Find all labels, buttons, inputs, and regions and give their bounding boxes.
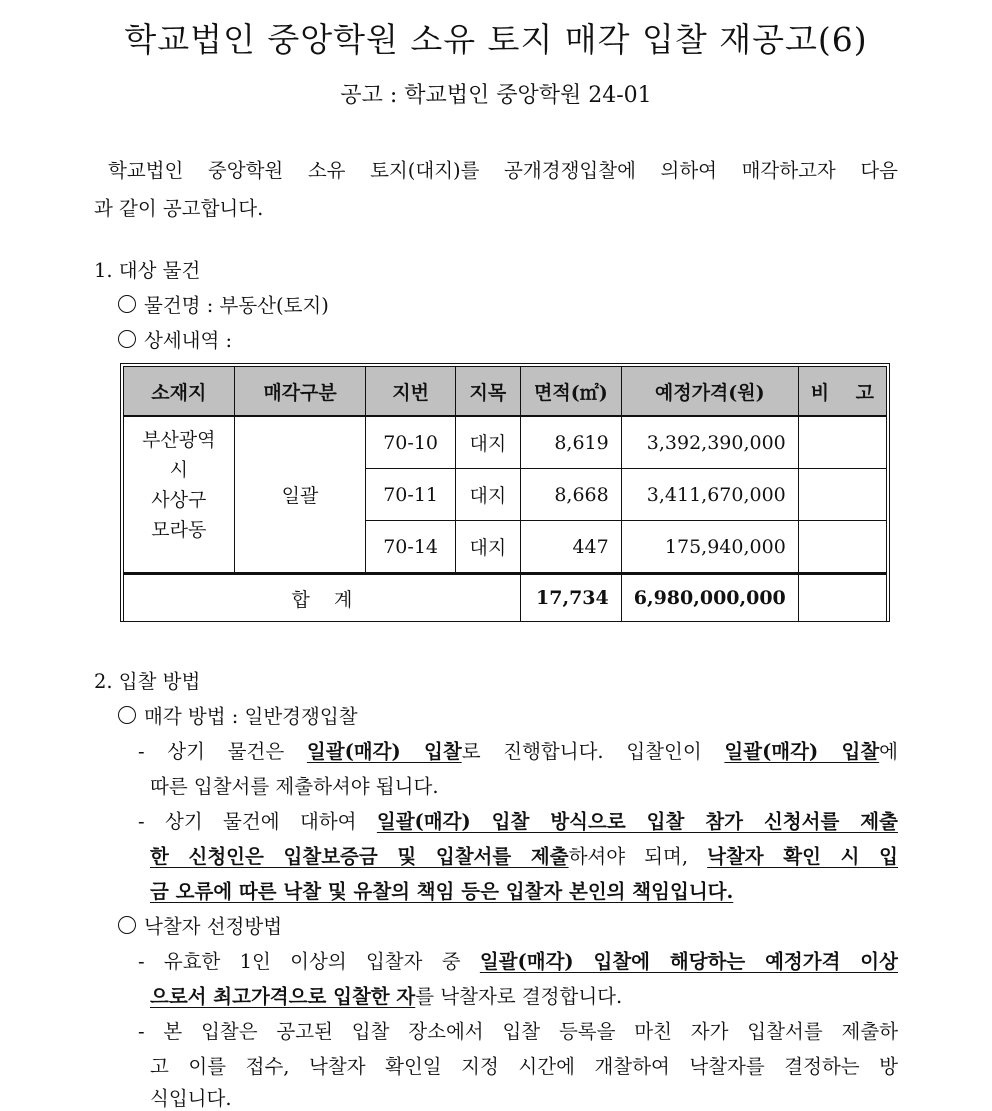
- category-cell: 대지: [455, 469, 520, 521]
- table-total-row: [124, 574, 887, 622]
- method-bullet-1-line-1: [138, 736, 898, 764]
- location-line-2: 사상구: [151, 488, 207, 511]
- lot-cell: 70-11: [366, 469, 455, 521]
- header-area: 면적(㎡): [520, 367, 621, 417]
- area-cell: 8,619: [520, 416, 621, 469]
- price-cell: 175,940,000: [621, 521, 798, 574]
- circle-bullet-icon: [118, 916, 136, 934]
- winner-bullet-1-line-1: [138, 946, 898, 974]
- emphasis-text: 일괄(매각) 입찰: [306, 740, 462, 763]
- method-label-line: [118, 701, 358, 729]
- method-label: 매각 방법 : 일반경쟁입찰: [144, 705, 358, 728]
- circle-bullet-icon: [118, 295, 136, 313]
- table-header-row: [124, 367, 887, 417]
- total-note: [798, 574, 886, 622]
- location-cell: [124, 416, 235, 574]
- section-1-heading: 1. 대상 물건: [94, 259, 201, 282]
- winner-bullet-2-line-3: 식입니다.: [150, 1087, 232, 1110]
- item-name-line: [118, 290, 329, 318]
- winner-bullet-2-line-2: 고 이를 접수, 낙찰자 확인일 지정 시간에 개찰하여 낙찰자를 결정하는 방: [150, 1055, 898, 1078]
- header-price: 예정가격(원): [621, 367, 798, 417]
- total-price: 6,980,000,000: [621, 574, 798, 622]
- text: - 유효한 1인 이상의 입찰자 중: [138, 950, 480, 973]
- property-table-frame: [120, 363, 890, 622]
- winner-bullet-1-line-2: [150, 981, 622, 1009]
- emphasis-text: 일괄(매각) 입찰에 해당하는 예정가격 이상: [479, 950, 898, 973]
- document-title: 학교법인 중앙학원 소유 토지 매각 입찰 재공고(6): [124, 20, 868, 59]
- circle-bullet-icon: [118, 706, 136, 724]
- method-bullet-2-line-2: [150, 841, 898, 869]
- area-cell: 8,668: [520, 469, 621, 521]
- total-area: 17,734: [520, 574, 621, 622]
- text: - 상기 물건은: [138, 740, 307, 763]
- text: 를 낙찰자로 결정합니다.: [415, 985, 623, 1008]
- emphasis-text: 금 오류에 따른 낙찰 및 유찰의 책임 등은 입찰자 본인의 책임입니다.: [150, 880, 734, 903]
- emphasis-text: 일괄(매각) 입찰: [724, 740, 880, 763]
- winner-label: 낙찰자 선정방법: [144, 915, 283, 938]
- price-cell: 3,392,390,000: [621, 416, 798, 469]
- lot-cell: 70-10: [366, 416, 455, 469]
- category-cell: 대지: [455, 521, 520, 574]
- emphasis-text: 일괄(매각) 입찰 방식으로 입찰 참가 신청서를 제출: [376, 810, 898, 833]
- property-table: [123, 366, 887, 622]
- item-name: 물건명 : 부동산(토지): [144, 294, 329, 317]
- text: - 상기 물건에 대하여: [138, 810, 377, 833]
- text: 에: [879, 740, 899, 763]
- text: 로 진행합니다. 입찰인이: [461, 740, 725, 763]
- method-bullet-1-line-2: 따른 입찰서를 제출하셔야 됩니다.: [150, 775, 439, 798]
- header-lot: 지번: [366, 367, 455, 417]
- category-cell: 대지: [455, 416, 520, 469]
- intro-line-2: 과 같이 공고합니다.: [94, 197, 264, 220]
- document-subtitle: 공고 : 학교법인 중앙학원 24-01: [340, 83, 652, 108]
- header-sale-type: 매각구분: [234, 367, 366, 417]
- location-line-1: 부산광역시: [142, 428, 216, 481]
- method-bullet-2-line-3: [150, 876, 733, 904]
- detail-label: 상세내역 :: [144, 329, 233, 352]
- emphasis-text: 낙찰자 확인 시 입: [707, 845, 898, 868]
- area-cell: 447: [520, 521, 621, 574]
- winner-bullet-2-line-1: - 본 입찰은 공고된 입찰 장소에서 입찰 등록을 마친 자가 입찰서를 제출하: [138, 1020, 898, 1043]
- note-cell: [798, 416, 886, 469]
- note-cell: [798, 469, 886, 521]
- price-cell: 3,411,670,000: [621, 469, 798, 521]
- emphasis-text: 으로서 최고가격으로 입찰한 자: [150, 985, 416, 1008]
- detail-label-line: [118, 325, 232, 353]
- text: 하셔야 되며,: [568, 845, 708, 868]
- lot-cell: 70-14: [366, 521, 455, 574]
- location-line-3: 모라동: [151, 518, 207, 541]
- total-label: 합 계: [124, 574, 521, 622]
- intro-line-1: 학교법인 중앙학원 소유 토지(대지)를 공개경쟁입찰에 의하여 매각하고자 다음: [108, 159, 898, 182]
- circle-bullet-icon: [118, 330, 136, 348]
- header-category: 지목: [455, 367, 520, 417]
- method-bullet-2-line-1: [138, 806, 898, 834]
- note-cell: [798, 521, 886, 574]
- header-note: 비 고: [798, 367, 886, 417]
- winner-label-line: [118, 911, 282, 939]
- section-2-heading: 2. 입찰 방법: [94, 670, 201, 693]
- emphasis-text: 한 신청인은 입찰보증금 및 입찰서를 제출: [150, 845, 569, 868]
- sale-type-cell: 일괄: [234, 416, 366, 574]
- table-row: [124, 416, 887, 469]
- header-location: 소재지: [124, 367, 235, 417]
